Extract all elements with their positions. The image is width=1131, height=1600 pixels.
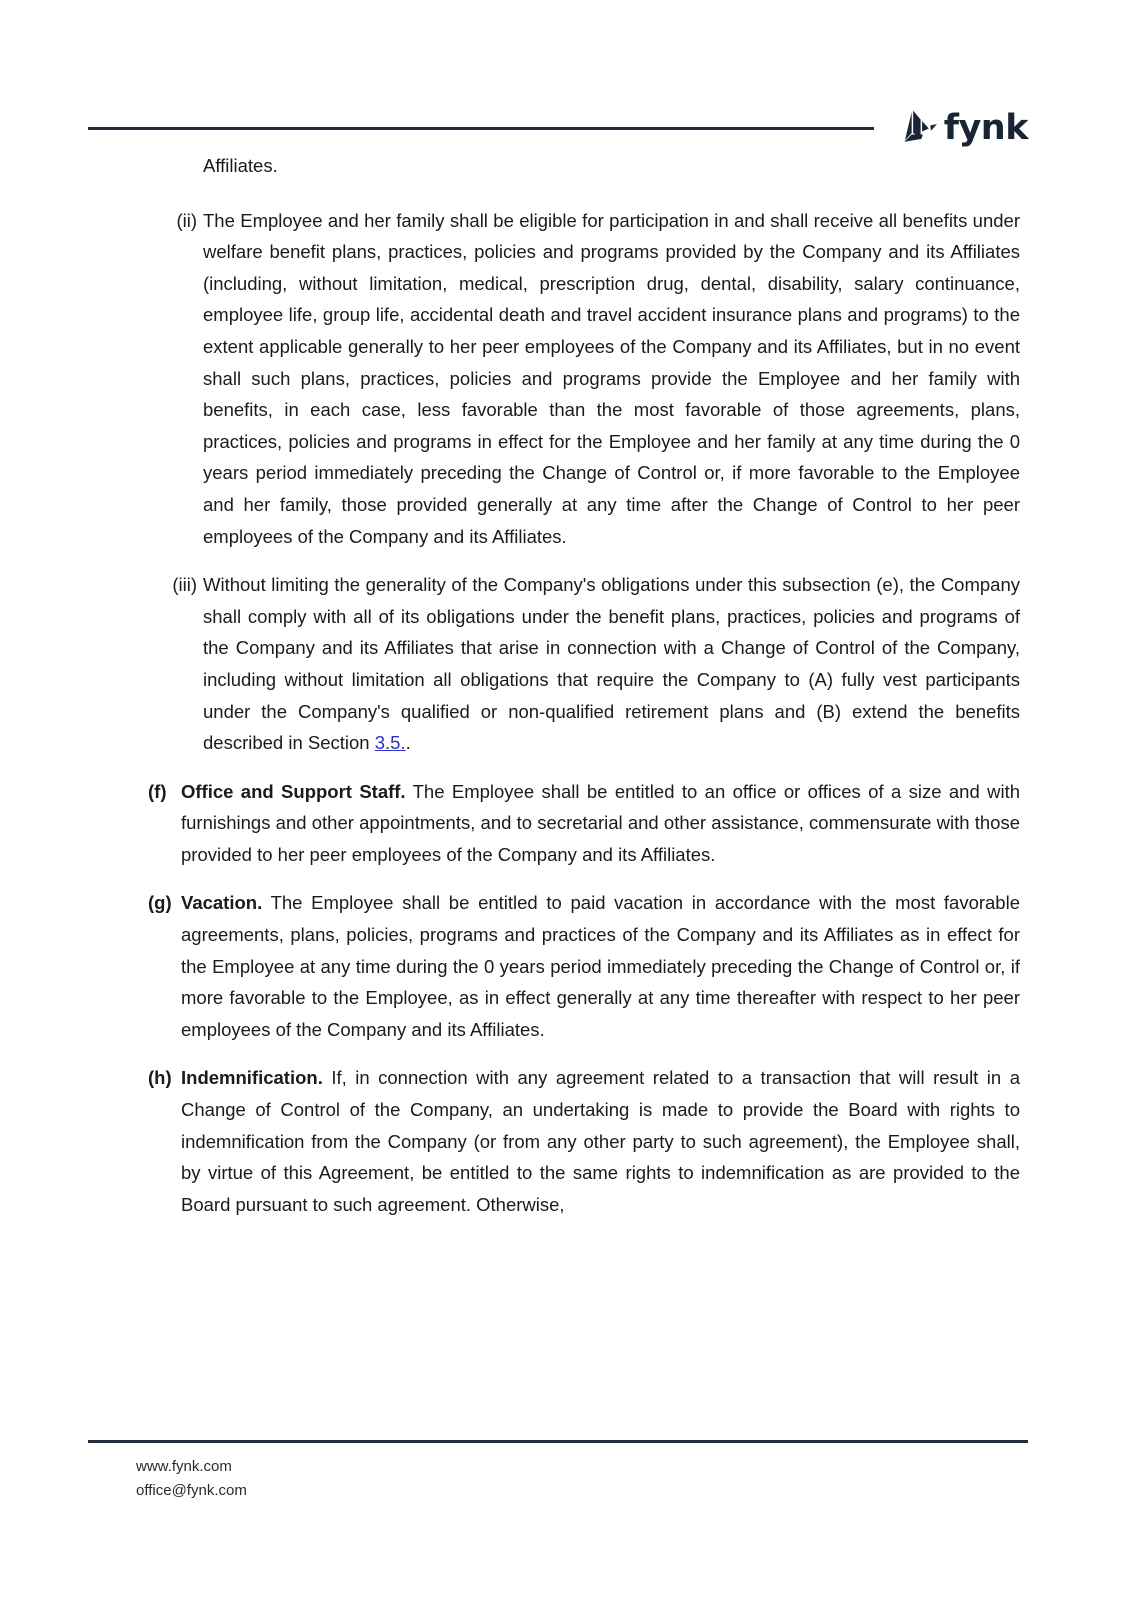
clause-heading-f: Office and Support Staff.	[181, 780, 406, 802]
paragraph-clause-h	[148, 1062, 1020, 1220]
paragraph-affiliates-continuation	[203, 150, 1020, 182]
list-marker-iii: (iii)	[172, 574, 197, 596]
list-marker-f: (f)	[148, 780, 167, 802]
section-reference-link[interactable]: 3.5.	[374, 732, 406, 754]
paragraph-clause-iii	[172, 569, 1020, 759]
logo-wordmark: fynk	[943, 107, 1028, 148]
page-footer	[0, 1440, 1131, 1600]
paragraph-text-tail: .	[405, 732, 411, 754]
page-header	[0, 0, 1131, 150]
paragraph-clause-f	[148, 776, 1021, 871]
list-marker-ii: (ii)	[176, 209, 197, 231]
fynk-logo	[896, 98, 1028, 156]
paragraph-text: The Employee shall be entitled to paid vacation in accordance with the most favorable agreements, plans, policies, programs and practices of the Company and its Affiliates as in effect for the Employee at any time during the 0 years period immediately preceding the Change of Control or, if more favorable to the Employee, as in effect generally at any time thereafter with respect to her peer employees of the Company and its Affiliates.	[181, 892, 1020, 1040]
list-marker-g: (g)	[148, 892, 172, 914]
paragraph-text: The Employee and her family shall be eligible for participation in and shall receive all benefits under welfare benefit plans, practices, policies and programs provided by the Company and its Affiliates (including, without limitation, medical, prescription drug, dental, disability, salary continuance, employee life, group life, accidental death and travel accident insurance plans and programs) to the extent applicable generally to her peer employees of the Company and its Affiliates, but in no event shall such plans, practices, policies and programs provide the Employee and her family with benefits, in each case, less favorable than the most favorable of those agreements, plans, practices, policies and programs in effect for the Employee and her family at any time during the 0 years period immediately preceding the Change of Control or, if more favorable to the Employee and her family, those provided generally at any time after the Change of Control to her peer employees of the Company and its Affiliates.	[203, 209, 1020, 547]
footer-divider	[88, 1440, 1028, 1443]
document-body	[0, 150, 1131, 1220]
footer-contact	[136, 1455, 247, 1503]
footer-website: www.fynk.com	[136, 1458, 232, 1475]
paragraph-text: The Employee shall be entitled to an office or offices of a size and with furnishings and other appointments, and to secretarial and other assistance, commensurate with those provided to her peer employees of the Company and its Affiliates.	[181, 780, 1021, 865]
paragraph-text: Without limiting the generality of the Company's obligations under this subsection (e), the Company shall comply with all of its obligations under the benefit plans, practices, policies and programs of the Company and its Affiliates that arise in connection with a Change of Control of the Company, including without limitation all obligations that require the Company to (A) fully vest participants under the Company's qualified or non-qualified retirement plans and (B) extend the benefits described in Section	[203, 574, 1020, 754]
paragraph-clause-g	[148, 887, 1020, 1045]
clause-heading-h: Indemnification.	[181, 1067, 323, 1089]
origami-bird-icon	[896, 101, 938, 153]
header-divider	[88, 127, 874, 130]
paragraph-text: Affiliates.	[203, 155, 278, 176]
list-marker-h: (h)	[148, 1067, 172, 1089]
paragraph-text: If, in connection with any agreement related to a transaction that will result in a Change of Control of the Company, an undertaking is made to provide the Board with rights to indemnification from the Company (or from any other party to such agreement), the Employee shall, by virtue of this Agreement, be entitled to the same rights to indemnification as are provided to the Board pursuant to such agreement. Otherwise,	[181, 1067, 1020, 1215]
clause-heading-g: Vacation.	[181, 892, 263, 914]
paragraph-clause-ii	[176, 205, 1020, 553]
footer-email: office@fynk.com	[136, 1482, 247, 1499]
